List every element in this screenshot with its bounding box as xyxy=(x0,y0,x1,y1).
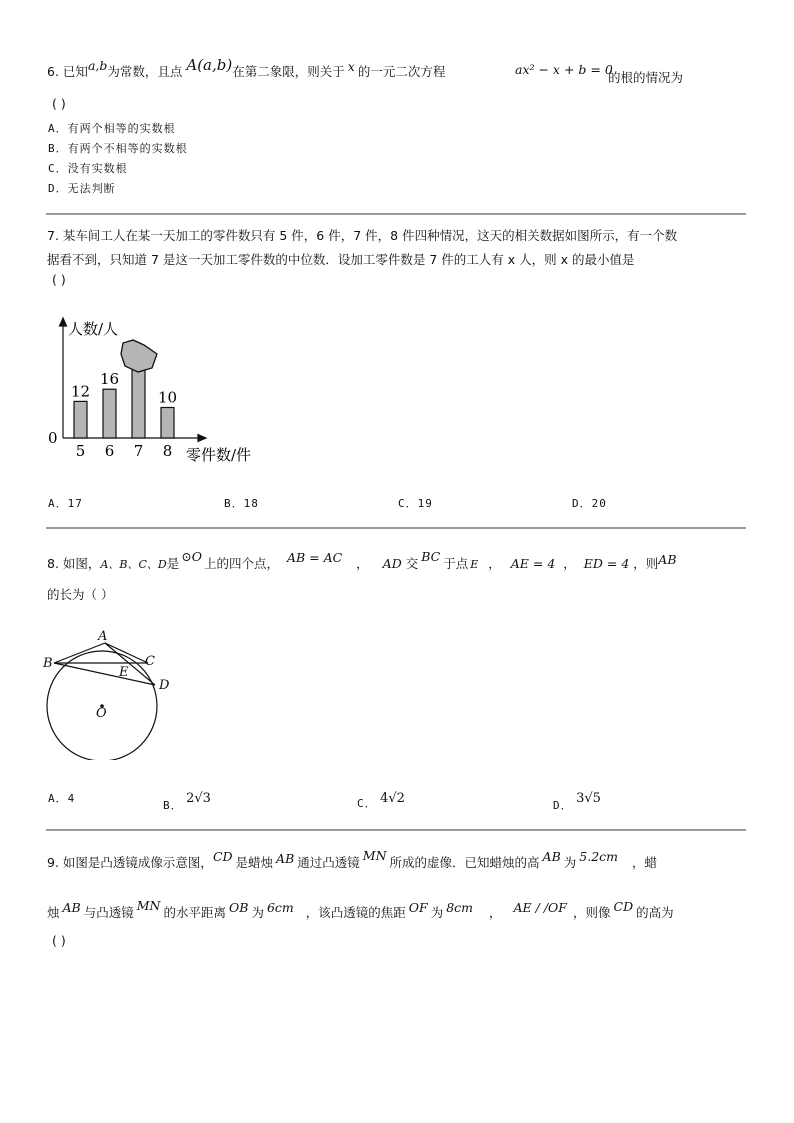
divider xyxy=(46,527,746,529)
tick-label-5: 5 xyxy=(75,442,86,460)
q8-option-c[interactable]: C． 4√2 xyxy=(357,791,405,810)
q6-number: 6. xyxy=(47,64,59,79)
q7-line2: 据看不到，只知道 7 是这一天加工零件数的中位数．设加工零件数是 7 件的工人有 x 人，则 x 的最小值是 xyxy=(47,252,635,267)
q9-line1: 9. 如图是凸透镜成像示意图，CD 是蜡烛 AB 通过凸透镜 MN 所成的虚像．已知蜡烛的高 AB 为 5.2cm ，蜡 xyxy=(47,848,658,870)
divider xyxy=(46,213,746,215)
q7-option-b[interactable]: B．18 xyxy=(224,497,259,510)
segment-ab xyxy=(54,643,105,663)
data-label-5: 12 xyxy=(70,382,91,401)
y-axis-arrow xyxy=(60,318,67,326)
origin-label: 0 xyxy=(48,429,58,447)
label-c: C xyxy=(145,654,155,669)
x-axis-arrow xyxy=(198,435,206,442)
q6-point: A(a,b) xyxy=(186,56,233,74)
bars-group xyxy=(71,366,177,460)
q8-line1: 8. 如图，A、B、C、D是 ⊙O 上的四个点， AB = AC ， AD 交 BC 于点 E ， AE = 4 ， ED = 4 ，则AB xyxy=(47,549,677,571)
q7-line1: 7. 某车间工人在某一天加工的零件数只有 5 件，6 件，7 件，8 件四种情况，这天的相关数据如图所示，有一个数 xyxy=(47,228,678,243)
q9-line2: 烛 AB 与凸透镜 MN 的水平距离 OB 为 6cm ，该凸透镜的焦距 OF 为 8cm ， AE / /OF ，则像 CD 的高为 xyxy=(47,898,674,920)
label-b: B xyxy=(43,656,53,671)
bar-8 xyxy=(161,408,174,439)
tick-label-8: 8 xyxy=(162,442,173,460)
q7-option-a[interactable]: A．17 xyxy=(48,497,83,510)
divider xyxy=(46,829,746,831)
tick-label-7: 7 xyxy=(133,442,144,460)
label-o: O xyxy=(96,706,107,721)
q6-option-b[interactable]: B．有两个不相等的实数根 xyxy=(48,142,188,155)
label-a: A xyxy=(98,629,108,644)
bar-5 xyxy=(74,401,87,438)
q8-circle-figure xyxy=(40,624,180,760)
label-d: D xyxy=(159,678,170,693)
q6-paren: ( ) xyxy=(52,96,66,111)
data-label-6: 16 xyxy=(99,370,120,389)
q6-ab: a,b xyxy=(87,58,108,73)
q8-option-a[interactable]: A．4 xyxy=(48,792,76,805)
q6-line1: 6. 已知a,b为常数，且点 A(a,b)在第二象限，则关于 x 的一元二次方程 xyxy=(47,56,446,79)
q6-equation: ax² − x + b = 0 xyxy=(515,62,613,77)
label-e: E xyxy=(119,665,129,680)
tick-label-6: 6 xyxy=(104,442,115,460)
x-axis-label: 零件数/件 xyxy=(186,446,252,464)
q8-option-b[interactable]: B． 2√3 xyxy=(163,791,211,812)
q6-option-d[interactable]: D．无法判断 xyxy=(48,182,116,195)
q6-option-c[interactable]: C．没有实数根 xyxy=(48,162,128,175)
q7-paren: ( ) xyxy=(52,272,66,287)
segment-ac xyxy=(105,643,148,663)
bar-7 xyxy=(132,366,145,438)
bar-6 xyxy=(103,389,116,438)
obscured-value-blob xyxy=(121,340,157,372)
q7-option-c[interactable]: C．19 xyxy=(398,497,433,510)
y-axis-label: 人数/人 xyxy=(68,320,119,338)
q9-paren: ( ) xyxy=(52,933,66,948)
q6-tail: 的根的情况为 xyxy=(608,70,684,85)
q6-option-a[interactable]: A．有两个相等的实数根 xyxy=(48,122,176,135)
data-label-8: 10 xyxy=(157,388,178,407)
q8-option-d[interactable]: D． 3√5 xyxy=(553,791,601,812)
q7-bar-chart xyxy=(40,312,280,468)
q7-option-d[interactable]: D．20 xyxy=(572,497,607,510)
q8-line2: 的长为（ ） xyxy=(47,587,114,602)
